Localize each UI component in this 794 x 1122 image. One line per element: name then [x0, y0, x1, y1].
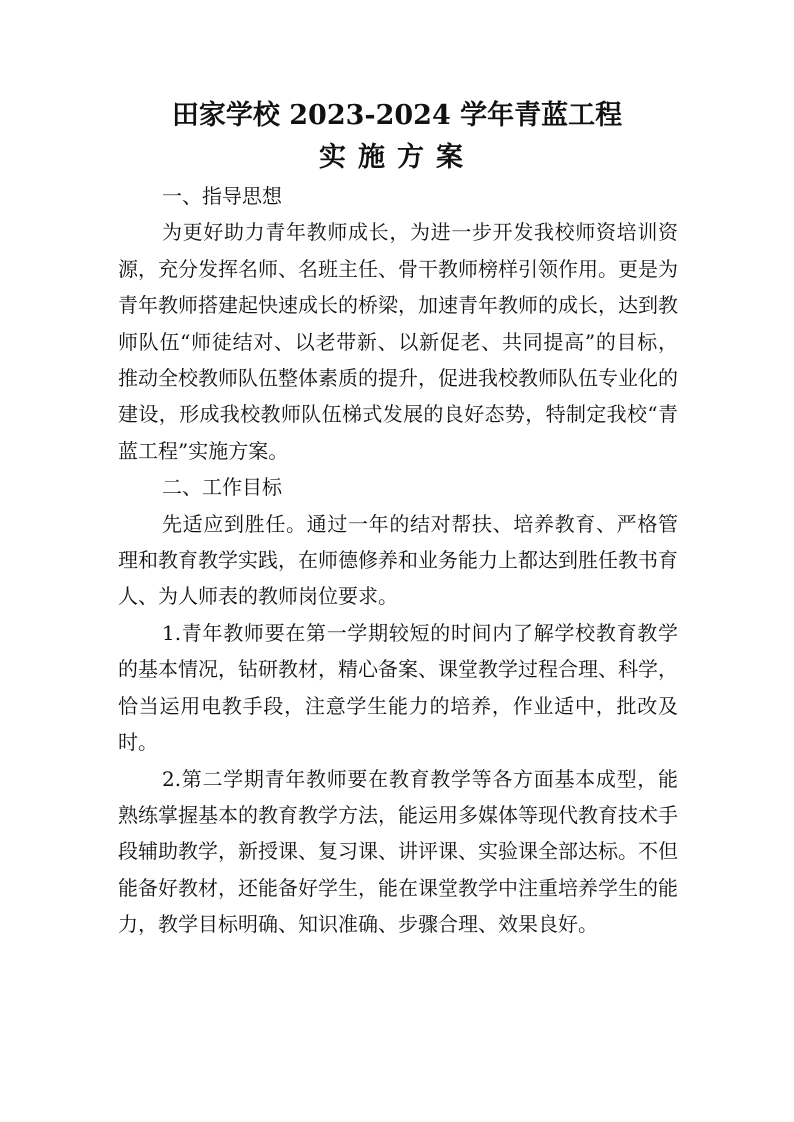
paragraph-goal-item-2: 2.第二学期青年教师要在教育教学等各方面基本成型，能熟练掌握基本的教育教学方法，能运用多媒体等现代教育技术手段辅助教学，新授课、复习课、讲评课、实验课全部达标。不但能备好教材，还能备好学生，能在课堂教学中注重培养学生的能力，教学目标明确、知识准确、步骤合理、效果良好。	[118, 766, 678, 937]
paragraph-guiding-thought: 为更好助力青年教师成长，为进一步开发我校师资培训资源，充分发挥名师、名班主任、骨干教师榜样引领作用。更是为青年教师搭建起快速成长的桥梁，加速青年教师的成长，达到教师队伍“师徒结对、以老带新、以新促老、共同提高”的目标，推动全校教师队伍整体素质的提升，促进我校教师队伍专业化的建设，形成我校教师队伍梯式发展的良好态势，特制定我校“青蓝工程”实施方案。	[118, 220, 678, 463]
document-subtitle: 实施方案	[319, 142, 475, 173]
section-heading-guiding-thought: 一、指导思想	[162, 184, 282, 208]
section-heading-work-goals: 二、工作目标	[162, 475, 282, 500]
document-title: 田家学校 2023-2024 学年青蓝工程	[171, 100, 623, 131]
document-body	[118, 178, 678, 943]
paragraph-goal-item-1: 1.青年教师要在第一学期较短的时间内了解学校教育教学的基本情况，钻研教材，精心备案、课堂教学过程合理、科学，恰当运用电教手段，注意学生能力的培养，作业适中，批改及时。	[118, 620, 678, 755]
paragraph-work-goals-intro: 先适应到胜任。通过一年的结对帮扶、培养教育、严格管理和教育教学实践，在师德修养和业务能力上都达到胜任教书育人、为人师表的教师岗位要求。	[118, 511, 678, 609]
